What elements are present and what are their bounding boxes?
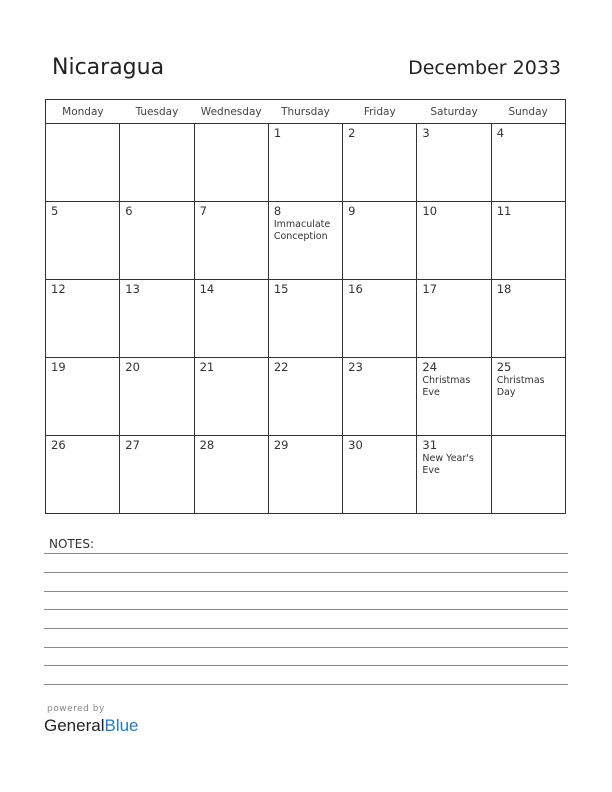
holiday-label: New Year's Eve bbox=[422, 453, 474, 476]
notes-label: NOTES: bbox=[49, 537, 94, 551]
day-cell bbox=[120, 202, 194, 280]
notes-line bbox=[44, 684, 568, 685]
country-title: Nicaragua bbox=[52, 55, 165, 80]
day-number: 11 bbox=[496, 204, 512, 218]
day-cell bbox=[268, 358, 342, 436]
day-cell bbox=[343, 124, 417, 202]
day-cell bbox=[268, 202, 342, 280]
day-cell bbox=[268, 436, 342, 514]
day-cell bbox=[268, 280, 342, 358]
day-number: 30 bbox=[348, 438, 363, 452]
day-number: 19 bbox=[51, 360, 66, 374]
day-cell bbox=[120, 358, 194, 436]
month-year-title: December 2033 bbox=[408, 57, 561, 79]
day-number: 10 bbox=[422, 204, 438, 218]
day-number: 31 bbox=[422, 438, 438, 452]
day-number: 26 bbox=[51, 438, 66, 452]
weekday-header: Thursday bbox=[268, 100, 342, 124]
day-cell bbox=[491, 124, 565, 202]
holiday-label: Immaculate Conception bbox=[273, 219, 331, 242]
holiday-label: Christmas Day bbox=[496, 375, 545, 398]
day-cell bbox=[268, 124, 342, 202]
day-number: 16 bbox=[348, 282, 363, 296]
day-cell bbox=[417, 436, 491, 514]
notes-line bbox=[44, 665, 568, 666]
weekday-header: Monday bbox=[46, 100, 120, 124]
day-cell bbox=[194, 358, 268, 436]
day-cell bbox=[194, 280, 268, 358]
notes-line bbox=[44, 553, 568, 554]
day-number: 13 bbox=[125, 282, 140, 296]
week-row bbox=[46, 280, 566, 358]
day-number: 25 bbox=[496, 360, 512, 374]
day-cell bbox=[194, 436, 268, 514]
day-number: 8 bbox=[273, 204, 282, 218]
day-cell bbox=[46, 124, 120, 202]
day-cell bbox=[491, 358, 565, 436]
day-number: 12 bbox=[51, 282, 66, 296]
day-number: 7 bbox=[199, 204, 207, 218]
day-number: 9 bbox=[348, 204, 356, 218]
day-number: 2 bbox=[348, 126, 356, 140]
week-row bbox=[46, 358, 566, 436]
day-cell bbox=[491, 280, 565, 358]
day-cell bbox=[417, 280, 491, 358]
weekday-header: Friday bbox=[343, 100, 417, 124]
notes-line bbox=[44, 647, 568, 648]
day-number: 21 bbox=[199, 360, 215, 374]
notes-line bbox=[44, 591, 568, 592]
day-number: 24 bbox=[422, 360, 438, 374]
day-number: 1 bbox=[273, 126, 282, 140]
week-row bbox=[46, 124, 566, 202]
day-cell bbox=[120, 280, 194, 358]
day-number: 6 bbox=[125, 204, 133, 218]
notes-line bbox=[44, 572, 568, 573]
day-cell bbox=[194, 124, 268, 202]
day-number: 18 bbox=[496, 282, 512, 296]
day-number: 23 bbox=[348, 360, 363, 374]
day-number: 22 bbox=[273, 360, 289, 374]
day-cell bbox=[194, 202, 268, 280]
day-number: 14 bbox=[199, 282, 215, 296]
day-number: 5 bbox=[51, 204, 59, 218]
week-row bbox=[46, 436, 566, 514]
day-number: 29 bbox=[273, 438, 289, 452]
day-cell bbox=[46, 280, 120, 358]
day-number: 15 bbox=[273, 282, 289, 296]
day-number: 27 bbox=[125, 438, 140, 452]
day-cell bbox=[491, 436, 565, 514]
calendar-grid bbox=[45, 99, 566, 514]
weekday-header: Tuesday bbox=[120, 100, 194, 124]
logo-blue-text: Blue bbox=[104, 716, 139, 735]
day-cell bbox=[46, 436, 120, 514]
day-cell bbox=[343, 358, 417, 436]
day-number: 20 bbox=[125, 360, 140, 374]
powered-by-text: powered by bbox=[47, 704, 105, 714]
logo-general-text: General bbox=[44, 716, 105, 735]
day-cell bbox=[343, 202, 417, 280]
day-cell bbox=[120, 124, 194, 202]
weekday-header-row bbox=[46, 100, 566, 124]
day-cell bbox=[417, 202, 491, 280]
day-cell bbox=[46, 202, 120, 280]
day-cell bbox=[417, 358, 491, 436]
day-cell bbox=[417, 124, 491, 202]
day-cell bbox=[46, 358, 120, 436]
day-cell bbox=[343, 436, 417, 514]
week-row bbox=[46, 202, 566, 280]
weekday-header: Wednesday bbox=[194, 100, 268, 124]
weekday-header: Saturday bbox=[417, 100, 491, 124]
notes-line bbox=[44, 609, 568, 610]
day-cell bbox=[343, 280, 417, 358]
generalblue-logo[interactable] bbox=[44, 716, 139, 736]
weekday-header: Sunday bbox=[491, 100, 565, 124]
notes-line bbox=[44, 628, 568, 629]
day-number: 17 bbox=[422, 282, 438, 296]
day-number: 4 bbox=[496, 126, 505, 140]
day-number: 3 bbox=[422, 126, 430, 140]
holiday-label: Christmas Eve bbox=[422, 375, 471, 398]
day-cell bbox=[491, 202, 565, 280]
day-cell bbox=[120, 436, 194, 514]
day-number: 28 bbox=[199, 438, 215, 452]
